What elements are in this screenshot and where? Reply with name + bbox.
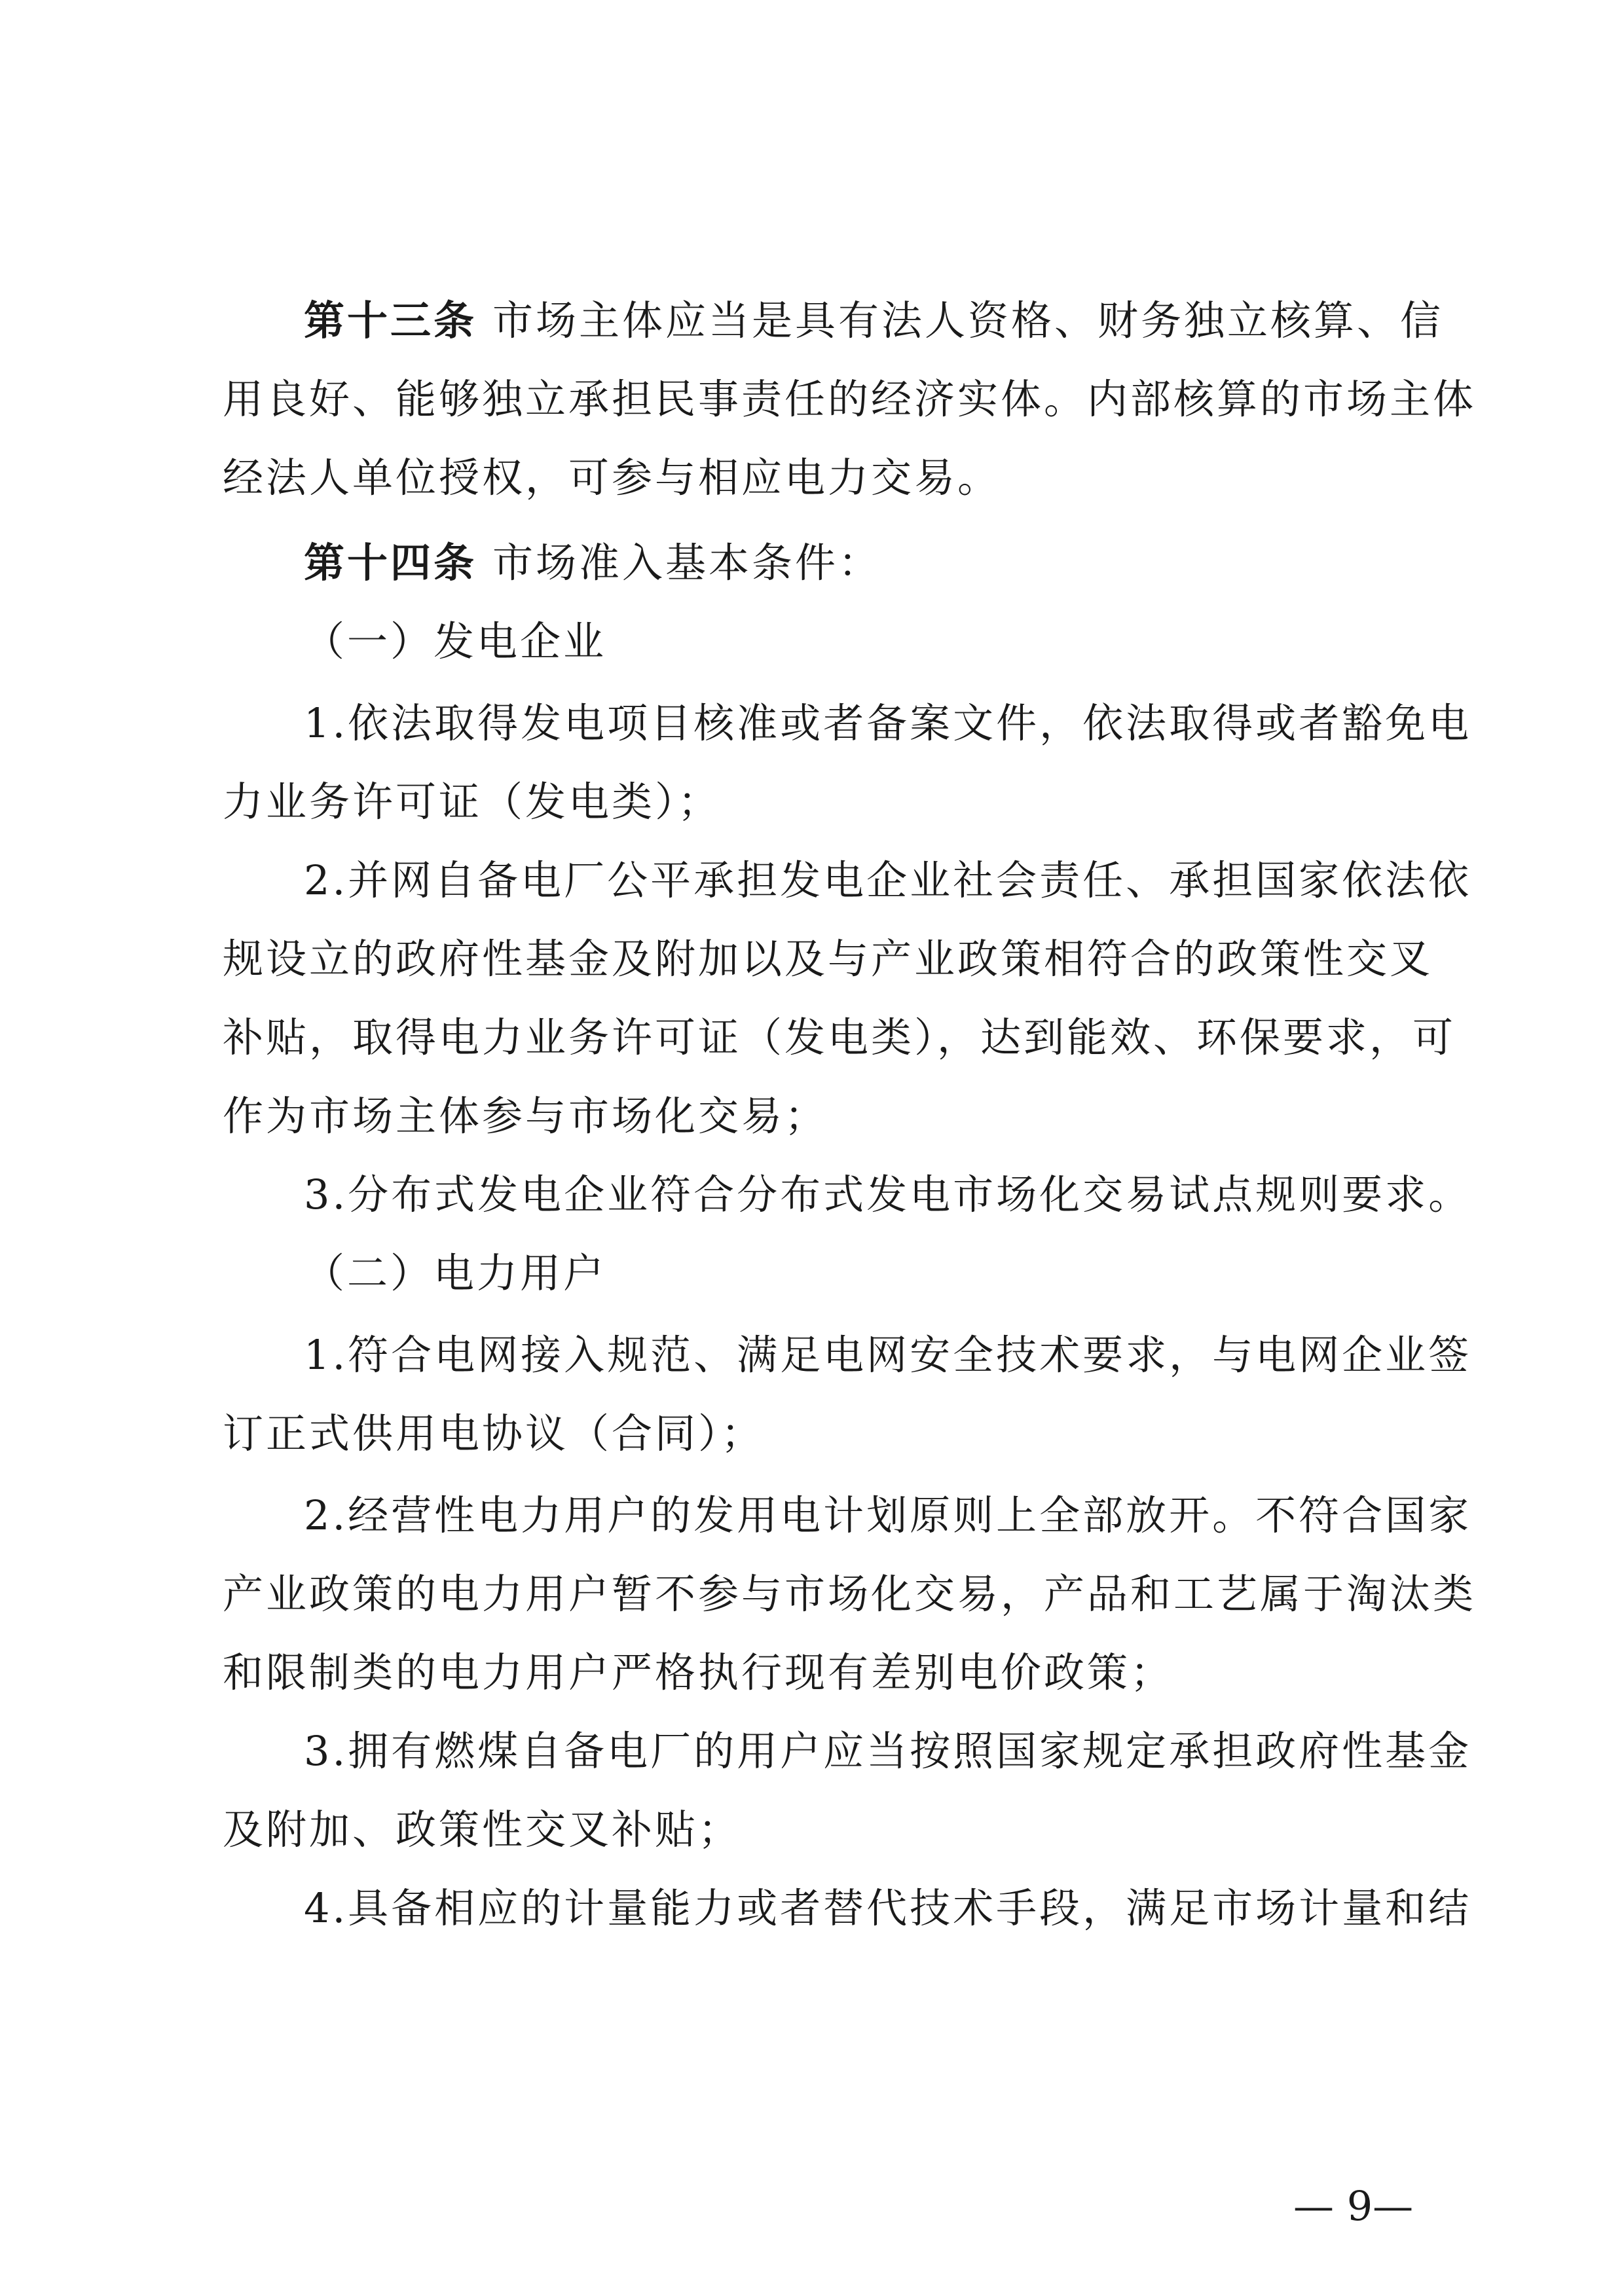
section-2-item-4-line-1: 4.具备相应的计量能力或者替代技术手段，满足市场计量和结 bbox=[304, 1884, 1472, 1932]
section-2-heading: （二）电力用户 bbox=[304, 1249, 607, 1297]
section-1-item-1-line-1: 1.依法取得发电项目核准或者备案文件，依法取得或者豁免电 bbox=[304, 699, 1472, 747]
section-1-item-3-line-1: 3.分布式发电企业符合分布式发电市场化交易试点规则要求。 bbox=[304, 1171, 1472, 1218]
article-13-paragraph-line-2: 用良好、能够独立承担民事责任的经济实体。内部核算的市场主体 bbox=[223, 375, 1477, 423]
section-1-item-2-line-3: 补贴，取得电力业务许可证（发电类），达到能效、环保要求，可 bbox=[223, 1013, 1456, 1061]
section-2-item-1-line-1: 1.符合电网接入规范、满足电网安全技术要求，与电网企业签 bbox=[304, 1331, 1472, 1379]
section-2-item-1-line-2: 订正式供用电协议（合同）； bbox=[223, 1410, 765, 1457]
section-1-heading: （一）发电企业 bbox=[304, 617, 607, 665]
section-2-item-2-line-3: 和限制类的电力用户严格执行现有差别电价政策； bbox=[223, 1649, 1174, 1696]
section-1-item-2-line-2: 规设立的政府性基金及附加以及与产业政策相符合的政策性交叉 bbox=[223, 935, 1433, 983]
article-13-paragraph-line-1 bbox=[223, 288, 1444, 354]
article-14-title: 第十四条 bbox=[304, 539, 477, 587]
article-13-paragraph-line-3: 经法人单位授权，可参与相应电力交易。 bbox=[223, 454, 1001, 501]
section-2-item-3-line-1: 3.拥有燃煤自备电厂的用户应当按照国家规定承担政府性基金 bbox=[304, 1727, 1472, 1775]
section-2-item-2-line-2: 产业政策的电力用户暂不参与市场化交易，产品和工艺属于淘汰类 bbox=[223, 1570, 1477, 1618]
article-13-title: 第十三条 bbox=[304, 297, 477, 344]
article-13-text-1: 市场主体应当是具有法人资格、财务独立核算、信 bbox=[492, 297, 1444, 344]
section-1-item-2-line-4: 作为市场主体参与市场化交易； bbox=[223, 1092, 828, 1140]
article-14-text: 市场准入基本条件： bbox=[492, 539, 882, 587]
section-2-item-2-line-1: 2.经营性电力用户的发用电计划原则上全部放开。不符合国家 bbox=[304, 1491, 1472, 1539]
article-14-paragraph bbox=[223, 530, 1401, 596]
section-1-item-1-line-2: 力业务许可证（发电类）； bbox=[223, 778, 722, 826]
section-2-item-3-line-2: 及附加、政策性交叉补贴； bbox=[223, 1806, 742, 1853]
section-1-item-2-line-1: 2.并网自备电厂公平承担发电企业社会责任、承担国家依法依 bbox=[304, 856, 1472, 904]
page-number: — 9— bbox=[1293, 2182, 1414, 2230]
